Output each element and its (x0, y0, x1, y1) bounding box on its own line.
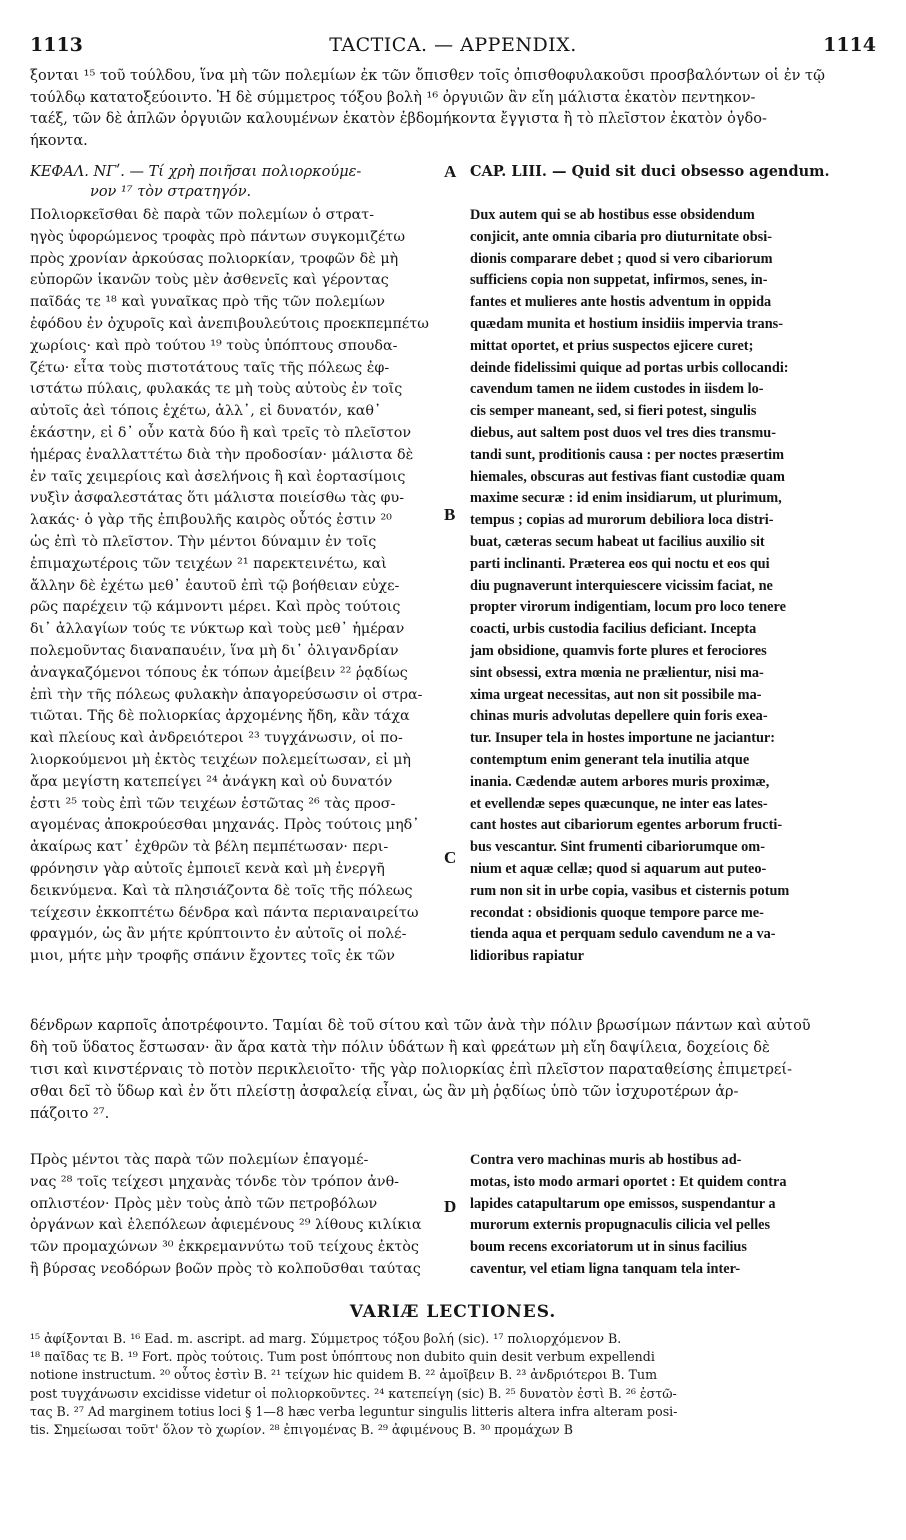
text-line: δὴ τοῦ ὕδατος ἔστωσαν· ἂν ἄρα κατὰ τὴν πόλιν ὑδάτων ἢ καὶ φρεάτων μὴ εἴη δαψίλεια, δοχείοις δὲ (30, 1040, 770, 1056)
latin-line: tempus ; copias ad murorum debiliora loca distri- (470, 512, 774, 529)
latin-line: tur. Insuper tela in hostes importune ne jaciantur: (470, 730, 776, 747)
latin-line: tandi sunt, proditionis causa : per noctes præsertim (470, 446, 785, 463)
greek-line: πολεμοῦντας διαναπαυέιν, ἵνα μὴ δι᾽ ὀλιγανδρίαν (30, 642, 399, 659)
note-line: post τυγχάνωσιν excidisse videtur οἱ πολιορκοῦντες. ²⁴ κατεπείγη (sic) B. ²⁵ δυνατὸν ἐστὶ B. ²⁶ ἐστῶ- (30, 1385, 677, 1401)
greek-line: ἀκαίρως κατ᾽ ἐχθρῶν τὰ βέλη πεμπέτωσαν· περι- (30, 839, 389, 856)
latin-line: conjicit, ante omnia cibaria pro diuturnitate obsi- (470, 228, 772, 245)
intro-paragraph (30, 66, 876, 152)
greek-column-2 (30, 1150, 442, 1281)
text-line: ταέξ, τῶν δὲ ἁπλῶν ὀργυιῶν καλουμένων ἑκατὸν ἑβδομήκοντα ἔγγιστα ἢ τὸ πλεῖστον ἑκατὸν ὀγδο- (30, 111, 767, 127)
page-header (30, 34, 876, 68)
latin-line: xima urgeat necessitas, aut non sit possibile ma- (470, 686, 762, 703)
latin-line: parti inclinanti. Præterea eos qui noctu et eos qui (470, 555, 770, 572)
chapter-heading-greek (30, 162, 440, 202)
greek-line: λακάς· ὁ γὰρ τῆς ἐπιβουλῆς καιρὸς οὗτός ἐστιν ²⁰ (30, 512, 392, 529)
greek-line: αγομένας ἀποκρούεσθαι μηχανάς. Πρὸς τούτοις μηδ᾽ (30, 817, 420, 834)
latin-line: buat, cæteras secum habeat ut facilius auxilio sit (470, 533, 765, 550)
latin-line: sufficiens copia non suppetat, infirmos, senes, in- (470, 272, 768, 289)
greek-line: τῶν προμαχώνων ³⁰ ἐκκρεμαννύτω τοῦ τείχους ἐκτὸς (30, 1239, 419, 1256)
latin-line: bus vescantur. Sint frumenti cibariorumque om- (470, 839, 765, 856)
text-line: ήκοντα. (30, 132, 88, 149)
latin-line: fantes et mulieres ante hostis adventum in oppida (470, 294, 772, 311)
greek-line: ἐν ταῖς χειμερίοις καὶ ἀσελήνοις ἢ καὶ ἑορτασίμοις (30, 468, 406, 485)
note-line: ¹⁵ ἀφίξονται B. ¹⁶ Ead. m. ascript. ad marg. Σύμμετρος τόξου βολή (sic). ¹⁷ πολιορχόμενον B. (30, 1331, 622, 1346)
greek-line: ἀναγκαζόμενοι τόπους ἐκ τόπων ἀμείβειν ²² ῥᾳδίως (30, 664, 408, 681)
greek-line: ἐστι ²⁵ τοὺς ἐπὶ τῶν τειχέων ἑστῶτας ²⁶ τὰς προσ- (30, 795, 396, 812)
greek-line: χωρίοις· καὶ πρὸ τούτου ¹⁹ τοὺς ὑπόπτους σπουδα- (30, 337, 398, 354)
greek-line: ἑκάστην, εἰ δ᾽ οὖν κατὰ δύο ἢ καὶ τρεῖς τὸ πλεῖστον (30, 424, 412, 441)
chapter-heading-latin: CAP. LIII. — Quid sit duci obsesso agendum. (470, 163, 830, 180)
latin-line: propter virorum indigentiam, locum pro loco tenere (470, 599, 786, 616)
greek-line: Πρὸς μέντοι τὰς παρὰ τῶν πολεμίων ἐπαγομέ- (30, 1152, 369, 1168)
greek-line: ὡς ἐπὶ τὸ πλεῖστον. Τὴν μέντοι δύναμιν ἐν τοῖς (30, 533, 377, 550)
latin-line: boum recens excoriatorum ut in sinus facilius (470, 1239, 747, 1256)
latin-line: inania. Cædendæ autem arbores muris proximæ, (470, 773, 770, 790)
greek-line: δι᾽ ἀλλαγίων τούς τε νύκτωρ καὶ τοὺς μεθ᾽ ἡμέραν (30, 621, 405, 638)
greek-line: ηγὸς ὑφορώμενος τροφὰς πρὸ πάντων συγκομιζέτω (30, 228, 405, 245)
latin-line: diebus, aut saltem post duos vel tres dies transmu- (470, 424, 776, 441)
text-line: σθαι δεῖ τὸ ὕδωρ καὶ ἐν ὅτι πλείστῃ ἀσφαλείᾳ εἶναι, ὡς ἂν μὴ ῥᾳδίως ὑπὸ τῶν ἰσχυροτέρων ἁρ- (30, 1084, 739, 1100)
latin-line: maxime securæ : id enim insidiarum, ut plurimum, (470, 490, 782, 507)
latin-line: et evellendæ sepes quæcunque, ne inter eas lates- (470, 795, 768, 812)
text-line: δένδρων καρποῖς ἀποτρέφοιντο. Ταμίαι δὲ τοῦ σίτου καὶ τῶν ἀνὰ τὴν πόλιν βρωσίμων πάντων καὶ αὐτοῦ (30, 1018, 811, 1034)
full-width-paragraph (30, 1015, 876, 1125)
greek-line: ἐπιμαχωτέροις τῶν τειχέων ²¹ παρεκτεινέτω, καὶ (30, 555, 387, 572)
variae-lectiones-notes (30, 1330, 876, 1439)
latin-line: contemptum enim generant tela inutilia atque (470, 751, 750, 768)
greek-line: εὐπορῶν ἱκανῶν τοὺς μὲν ἀσθενεῖς καὶ γέροντας (30, 272, 389, 289)
variae-lectiones-title: VARIÆ LECTIONES. (349, 1302, 557, 1322)
note-line: tis. Σημείωσαι τοῦτ' ὅλον τὸ χωρίον. ²⁸ ἐπιγομένας B. ²⁹ ἀφιμένους B. ³⁰ προμάχων B (30, 1422, 573, 1438)
latin-line: deinde fidelissimi quique ad portas urbis collocandi: (470, 359, 789, 376)
greek-line: παῖδάς τε ¹⁸ καὶ γυναῖκας πρὸ τῆς τῶν πολεμίων (30, 294, 385, 311)
greek-line: ιστάτω πύλαις, φυλακάς τε μὴ τοὺς αὐτοὺς ἐν τοῖς (30, 381, 403, 398)
greek-line: ζέτω· εἶτα τοὺς πιστοτάτους ταῖς τῆς πόλεως ἐφ- (30, 359, 390, 376)
latin-line: murorum externis propugnaculis cilicia vel pelles (470, 1217, 771, 1234)
chapter-heading (30, 162, 876, 202)
greek-line: ἡμέρας ἐναλλαττέτω διὰ τὴν προδοσίαν· μάλιστα δὲ (30, 446, 414, 463)
latin-line: lapides catapultarum ope emissos, suspendantur a (470, 1195, 776, 1212)
note-line: notione instructum. ²⁰ οὗτος ἐστὶν B. ²¹ τείχων hic quidem B. ²² ἀμοῖβειν B. ²³ ἀνδριότεροι B. Tum (30, 1367, 658, 1383)
latin-line: coacti, urbis custodia facilius deficiant. Incepta (470, 621, 757, 638)
greek-line: Πολιορκεῖσθαι δὲ παρὰ τῶν πολεμίων ὁ στρατ- (30, 207, 375, 223)
text-line: πάζοιτο ²⁷. (30, 1106, 110, 1122)
margin-marker-a: A (444, 162, 457, 181)
note-line: ¹⁸ παῖδας τε B. ¹⁹ Fort. πρὸς τούτοις. Tum post ὑπόπτους non dubito quin desit verbum expellendi (30, 1349, 655, 1365)
greek-line: ἐφόδου ἐν ὀχυροῖς καὶ ἀνεπιβουλεύτοις προεκπεμπέτω (30, 315, 429, 332)
latin-line: sint obsessi, extra mœnia ne prælientur, nisi ma- (470, 664, 764, 681)
latin-line: rum non sit in urbe copia, vasibus et cisternis potum (470, 882, 790, 899)
greek-line: αὐτοῖς ἀεὶ τόποις ἐχέτω, ἀλλ᾽, εἰ δυνατόν, καθ᾽ (30, 403, 382, 420)
latin-line: caventur, vel etiam ligna tanquam tela inter- (470, 1260, 741, 1277)
text-line: τισι καὶ κινστέρναις τὸ ποτὸν περικλειοῖτο· τῆς γὰρ πολιορκίας ἐπὶ πλεῖστον παραταθείσης ἐπιμετρεί- (30, 1062, 793, 1078)
text-line: ξονται ¹⁵ τοῦ τούλδου, ἵνα μὴ τῶν πολεμίων ἐκ τῶν ὄπισθεν τοῖς ὀπισθοφυλακοῦσι προσβαλόντων οἱ ἐν τῷ (30, 68, 825, 84)
latin-line: hiemales, obscuras aut festivas fiant custodiæ quam (470, 468, 785, 485)
latin-line: mittat oportet, et prius suspectos ejicere curet; (470, 337, 754, 354)
greek-line: πρὸς χρονίαν ἀρκούσας πολιορκίαν, τροφῶν δὲ μὴ (30, 250, 399, 267)
latin-column-2 (470, 1150, 876, 1281)
greek-line: καὶ πλείους καὶ ἀνδρειότεροι ²³ τυγχάνωσιν, οἱ πο- (30, 730, 403, 747)
latin-line: cis semper maneant, sed, si fieri potest, singulis (470, 403, 757, 420)
latin-line: diu pugnaverunt interquiescere vicissim faciat, ne (470, 577, 773, 594)
greek-column (30, 205, 442, 968)
greek-line: ἄλλην δὲ ἐχέτω μεθ᾽ ἑαυτοῦ ἐπὶ τῷ βοήθειαν εὐχε- (30, 577, 400, 594)
greek-line: οπλιστέον· Πρὸς μὲν τοὺς ἀπὸ τῶν πετροβόλων (30, 1195, 378, 1212)
latin-line: recondat : obsidionis quoque tempore parce me- (470, 904, 764, 921)
margin-marker-d: D (444, 1197, 457, 1216)
greek-line: ἐπὶ τὴν τῆς πόλεως φυλακὴν ἀπαγορεύσωσιν οἱ στρα- (30, 686, 423, 703)
latin-line: cant hostes aut cibariorum egentes arborum fructi- (470, 817, 783, 834)
greek-line: ἄρα μεγίστη κατεπείγει ²⁴ ἀνάγκη καὶ οὐ δυνατόν (30, 773, 393, 790)
running-title: TACTICA. — APPENDIX. (329, 34, 577, 56)
margin-marker-b: B (444, 505, 456, 524)
greek-line: ρῶς παρέχειν τῷ κάμνοντι μέρει. Καὶ πρὸς τούτοις (30, 599, 401, 616)
latin-line: dionis comparare debet ; quod si vero cibariorum (470, 250, 773, 267)
latin-line: cavendum tamen ne iidem custodes in iisdem lo- (470, 381, 764, 398)
greek-line: φρόνησιν γὰρ αὐτοῖς ἐμποιεῖ κενὰ καὶ μὴ ἐνεργῆ (30, 860, 385, 877)
latin-line: jam obsidione, quamvis forte plures et ferociores (470, 642, 767, 659)
latin-column (470, 205, 876, 968)
page-number-right: 1114 (823, 34, 876, 56)
note-line: τας B. ²⁷ Ad marginem totius loci § 1—8 hæc verba leguntur singulis litteris altera infra alteram posi- (30, 1403, 678, 1419)
latin-line: lidioribus rapiatur (470, 948, 584, 965)
greek-line: νυξὶν ἀσφαλεστάτας ὅτι μάλιστα ποιείσθω τὰς φυ- (30, 490, 405, 507)
margin-marker-c: C (444, 848, 457, 867)
greek-line: λιορκούμενοι μὴ ἐκτὸς τειχέων πολεμείτωσαν, εἰ μὴ (30, 751, 411, 768)
latin-line: Contra vero machinas muris ab hostibus ad- (470, 1152, 742, 1168)
latin-line: tienda aqua et perquam sedulo cavendum ne a va- (470, 926, 776, 943)
latin-line: chinas muris advolutas depellere quin foris exea- (470, 708, 768, 725)
greek-line: τείχεσιν ἐκκοπτέτω δένδρα καὶ πάντα περιαναιρείτω (30, 904, 419, 921)
greek-line: δεικνύμενα. Καὶ τὰ πλησιάζοντα δὲ τοῖς τῆς πόλεως (30, 882, 413, 899)
greek-line: νας ²⁸ τοῖς τείχεσι μηχανὰς τόνδε τὸν τρόπον ἀνθ- (30, 1173, 400, 1190)
chapter-title-greek-line: νον ¹⁷ τὸν στρατηγόν. (90, 184, 252, 200)
greek-line: τιῶται. Τῆς δὲ πολιορκίας ἀρχομένης ἤδη, κἂν τάχα (30, 708, 410, 725)
latin-line: nium et aquæ cellæ; quod si aquarum aut puteo- (470, 860, 767, 877)
greek-line: φραγμόν, ὡς ἂν μήτε κρύπτοιντο ἐν αὐτοῖς οἱ πολέ- (30, 926, 407, 943)
greek-line: μιοι, μήτε μὴν τροφῆς σπάνιν ἔχοντες τοῖς ἐκ τῶν (30, 948, 395, 965)
greek-line: ὀργάνων καὶ ἑλεπόλεων ἀφιεμένους ²⁹ λίθους κιλίκια (30, 1217, 422, 1234)
chapter-title-greek-line: ΚΕΦΑΛ. ΝΓʹ. — Τί χρὴ ποιῆσαι πολιορκούμε- (30, 164, 362, 180)
latin-line: motas, isto modo armari oportet : Et quidem contra (470, 1173, 787, 1190)
text-line: τούλδῳ κατατοξεύοιντο. Ἡ δὲ σύμμετρος τόξου βολὴ ¹⁶ ὀργυιῶν ἂν εἴη μάλιστα ἑκατὸν πεντηκον- (30, 89, 756, 106)
latin-line: quædam munita et hostium insidiis impervia trans- (470, 315, 783, 332)
latin-line: Dux autem qui se ab hostibus esse obsidendum (470, 207, 755, 223)
greek-line: ἢ βύρσας νεοδόρων βοῶν πρὸς τὸ κολποῦσθαι ταύτας (30, 1260, 421, 1277)
page-number-left: 1113 (30, 34, 83, 56)
